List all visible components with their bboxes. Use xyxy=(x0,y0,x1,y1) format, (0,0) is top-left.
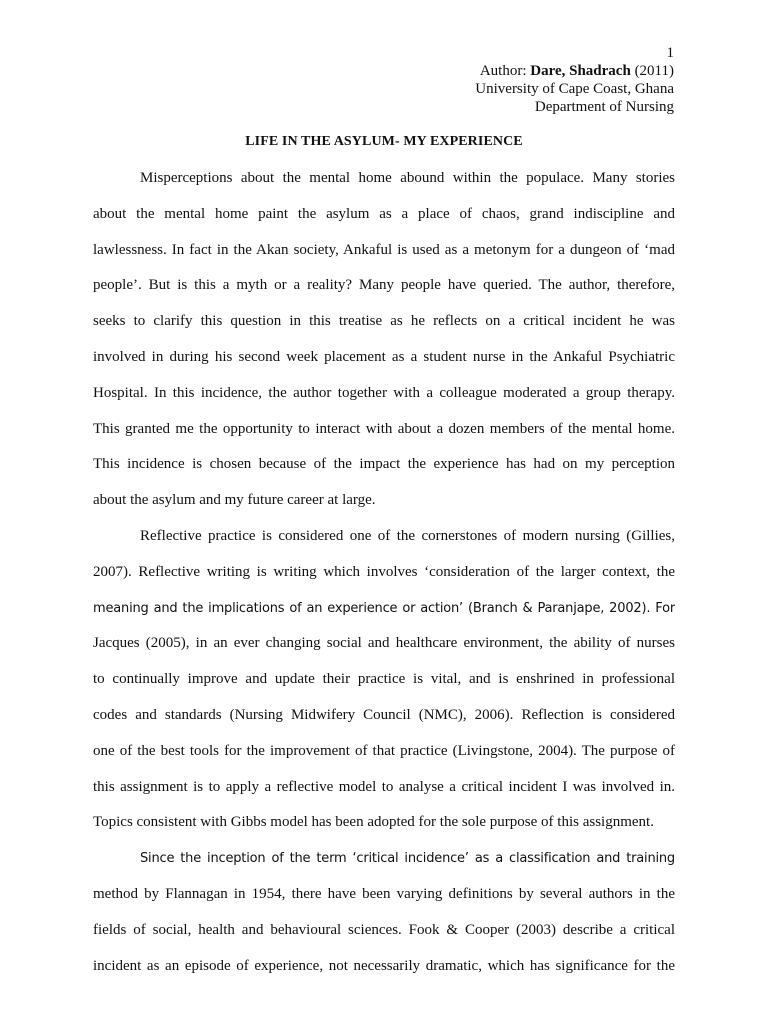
text-line: meaning and the implications of an experience or action’ (Branch & Paranjape, 2002). For xyxy=(93,600,675,616)
author-line xyxy=(475,62,674,80)
text-line: about the mental home paint the asylum as a place of chaos, grand indiscipline and xyxy=(93,205,675,222)
text-line: incident as an episode of experience, not necessarily dramatic, which has significance for the xyxy=(93,957,675,974)
document-title: LIFE IN THE ASYLUM- MY EXPERIENCE xyxy=(245,134,523,149)
university-line: University of Cape Coast, Ghana xyxy=(475,81,674,97)
author-year: (2011) xyxy=(630,63,674,79)
author-prefix: Author: xyxy=(479,63,531,79)
text-line: Hospital. In this incidence, the author together with a colleague moderated a group therapy. xyxy=(93,384,675,401)
text-line: about the asylum and my future career at large. xyxy=(93,492,376,509)
text-line: Jacques (2005), in an ever changing social and healthcare environment, the ability of nurses xyxy=(93,635,675,652)
text-line: lawlessness. In fact in the Akan society, Ankaful is used as a metonym for a dungeon of ‘mad xyxy=(93,241,675,258)
text-line: to continually improve and update their practice is vital, and is enshrined in professional xyxy=(93,671,675,688)
text-line: This granted me the opportunity to interact with about a dozen members of the mental home. xyxy=(93,420,675,437)
text-line: Since the inception of the term ‘critical incidence’ as a classification and training xyxy=(140,851,675,867)
text-line: Topics consistent with Gibbs model has been adopted for the sole purpose of this assignment. xyxy=(93,814,654,831)
author-header xyxy=(475,62,674,116)
body-text xyxy=(93,161,675,984)
text-line: codes and standards (Nursing Midwifery Council (NMC), 2006). Reflection is considered xyxy=(93,706,675,723)
author-name: Dare, Shadrach xyxy=(530,63,631,79)
text-line: Reflective practice is considered one of the cornerstones of modern nursing (Gillies, xyxy=(140,527,675,544)
text-line: this assignment is to apply a reflective model to analyse a critical incident I was involved in. xyxy=(93,778,675,795)
text-line: Misperceptions about the mental home abound within the populace. Many stories xyxy=(140,170,675,186)
department-line: Department of Nursing xyxy=(534,99,674,115)
page-number: 1 xyxy=(666,45,674,61)
text-line: one of the best tools for the improvement of that practice (Livingstone, 2004). The purpose of xyxy=(93,742,675,759)
text-line: fields of social, health and behavioural sciences. Fook & Cooper (2003) describe a critical xyxy=(93,921,675,938)
text-line: method by Flannagan in 1954, there have been varying definitions by several authors in the xyxy=(93,885,675,902)
text-line: people’. But is this a myth or a reality? Many people have queried. The author, therefore, xyxy=(93,277,675,294)
text-line: 2007). Reflective writing is writing which involves ‘consideration of the larger context, the xyxy=(93,563,675,580)
text-line: This incidence is chosen because of the impact the experience has had on my perception xyxy=(93,456,675,473)
text-line: involved in during his second week placement as a student nurse in the Ankaful Psychiatric xyxy=(93,348,675,365)
text-line: seeks to clarify this question in this treatise as he reflects on a critical incident he was xyxy=(93,313,675,330)
